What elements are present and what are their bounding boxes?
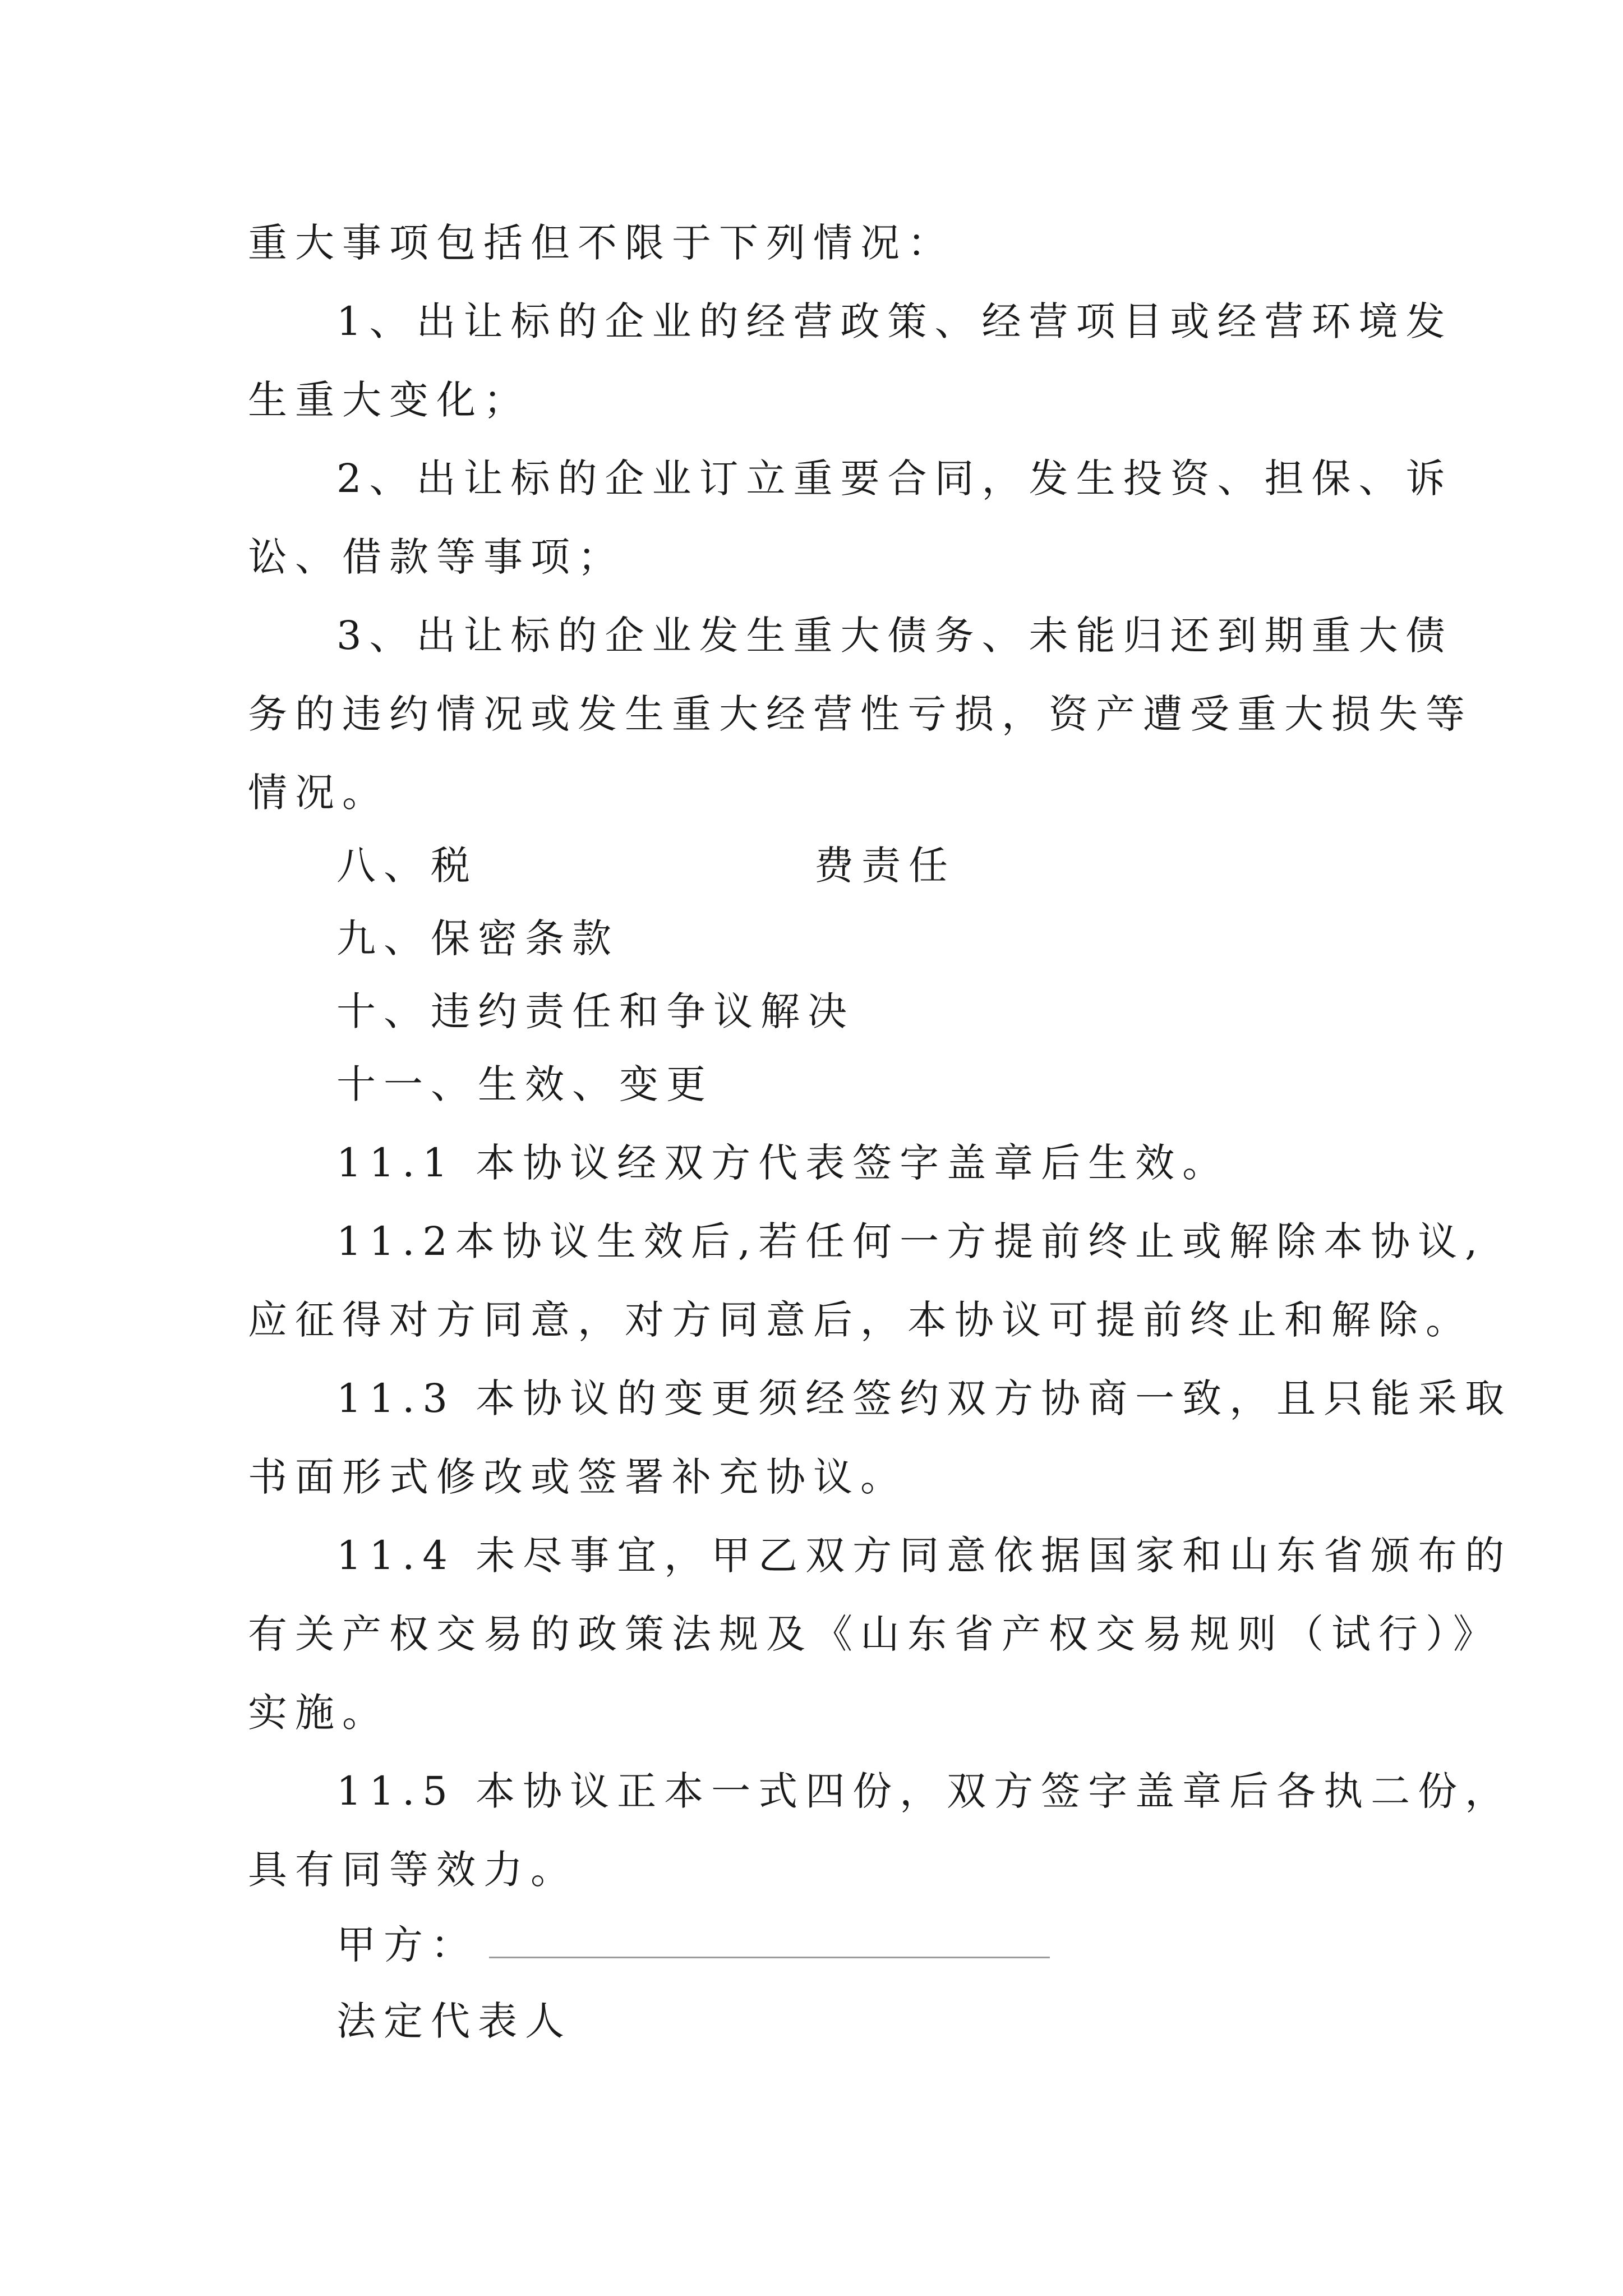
clause-11-3-line2: 书面形式修改或签署补充协议。: [248, 1454, 907, 1500]
list-item-3-line1: 3、出让标的企业发生重大债务、未能归还到期重大债: [336, 613, 1453, 659]
clause-11-4-line2: 有关产权交易的政策法规及《山东省产权交易规则（试行）》: [248, 1611, 1500, 1657]
list-item-2-line2: 讼、借款等事项；: [248, 534, 625, 580]
legal-representative-label: 法定代表人: [336, 1998, 572, 2044]
party-a-blank: [489, 1923, 1050, 1958]
list-item-2-line1: 2、出让标的企业订立重要合同，发生投资、担保、诉: [336, 455, 1453, 501]
list-item-1-line1: 1、出让标的企业的经营政策、经营项目或经营环境发: [336, 298, 1453, 344]
section-heading-11: 十一、生效、变更: [336, 1061, 713, 1107]
clause-11-2-line2: 应征得对方同意，对方同意后，本协议可提前终止和解除。: [248, 1297, 1473, 1343]
section-heading-8: [336, 843, 956, 889]
section-heading-10: 十、违约责任和争议解决: [336, 988, 855, 1034]
list-item-1-line2: 生重大变化；: [248, 377, 531, 423]
section-heading-8-right: 费责任: [814, 843, 956, 889]
list-item-3-line2: 务的违约情况或发生重大经营性亏损，资产遭受重大损失等: [248, 691, 1473, 737]
paragraph-intro: 重大事项包括但不限于下列情况：: [248, 220, 955, 266]
clause-11-5-line1: 11.5 本协议正本一式四份，双方签字盖章后各执二份，: [336, 1768, 1513, 1814]
clause-11-4-line3: 实施。: [248, 1690, 389, 1736]
section-heading-9: 九、保密条款: [336, 915, 619, 961]
party-a-signature-line: [336, 1922, 1050, 1968]
clause-11-1: 11.1 本协议经双方代表签字盖章后生效。: [336, 1140, 1230, 1186]
clause-11-2-line1: 11.2本协议生效后,若任何一方提前终止或解除本协议,: [336, 1218, 1486, 1264]
clause-11-5-line2: 具有同等效力。: [248, 1847, 578, 1893]
clause-11-4-line1: 11.4 未尽事宜，甲乙双方同意依据国家和山东省颁布的: [336, 1533, 1513, 1579]
party-a-label: 甲方：: [336, 1922, 478, 1968]
clause-11-3-line1: 11.3 本协议的变更须经签约双方协商一致，且只能采取: [336, 1375, 1513, 1421]
list-item-3-line3: 情况。: [248, 770, 389, 816]
section-heading-8-left: 八、税: [336, 843, 478, 889]
